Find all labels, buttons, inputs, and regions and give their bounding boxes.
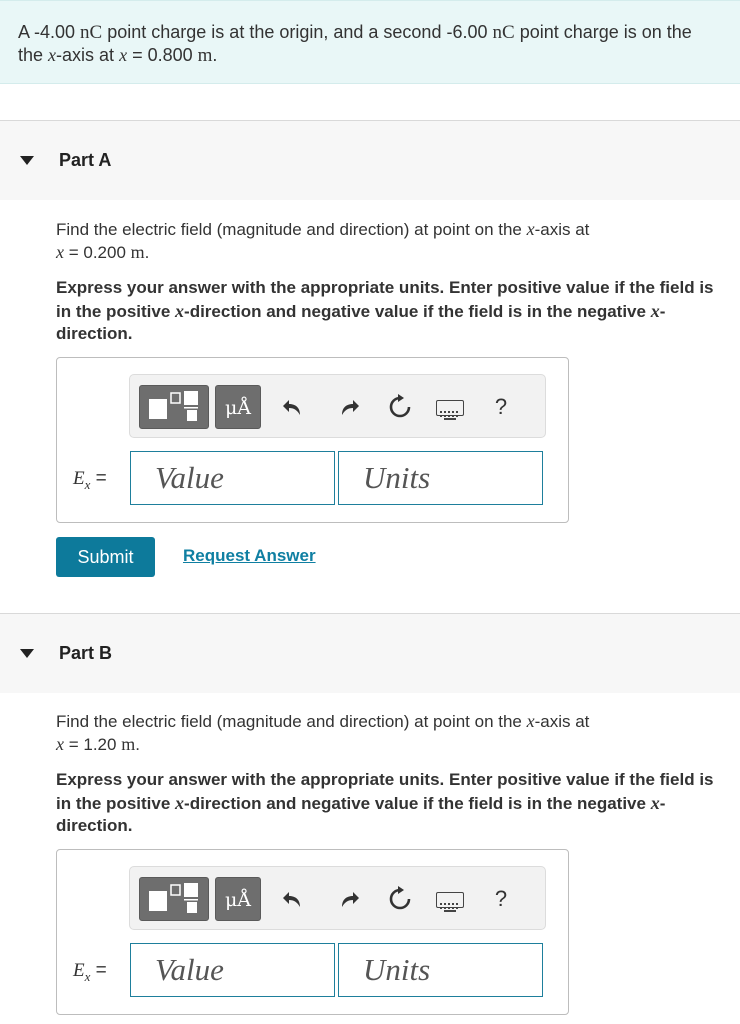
undo-icon[interactable] — [280, 885, 308, 913]
part-title: Part A — [59, 150, 112, 170]
answer-box — [56, 357, 569, 523]
help-button[interactable]: ? — [494, 394, 508, 419]
templates-button[interactable] — [139, 877, 209, 921]
submit-button[interactable]: Submit — [56, 537, 155, 577]
value-input[interactable]: Value — [130, 943, 335, 997]
problem-text: = 0.800 — [127, 45, 198, 65]
var-x: x — [48, 45, 57, 65]
undo-icon[interactable] — [280, 393, 308, 421]
units-symbol-button[interactable]: μÅ — [215, 877, 261, 921]
part-a-header[interactable] — [0, 120, 740, 200]
question-text: Find the electric field (magnitude and direction) at point on the x-axis at x = 0.200 m. — [56, 219, 590, 262]
redo-icon[interactable] — [334, 885, 362, 913]
unit-nc: nC — [492, 22, 515, 43]
math-toolbar — [129, 374, 546, 438]
templates-button[interactable] — [139, 385, 209, 429]
answer-instruction: Express your answer with the appropriate units. Enter positive value if the field is in the positive x-direction and negative value if the field is in the negative x-direction. — [56, 278, 714, 343]
math-toolbar — [129, 866, 546, 930]
keyboard-icon[interactable] — [436, 400, 464, 416]
unit-nc: nC — [80, 22, 103, 43]
value-input[interactable]: Value — [130, 451, 335, 505]
var-x: x — [119, 45, 128, 65]
problem-text: point charge is at the origin, and a second -6.00 — [102, 22, 493, 42]
ex-label: $E_x$ = — [73, 960, 107, 984]
redo-icon[interactable] — [334, 393, 362, 421]
collapse-triangle-icon[interactable] — [20, 649, 34, 658]
problem-text: A -4.00 — [18, 22, 81, 42]
reset-icon[interactable] — [386, 885, 414, 913]
units-input[interactable]: Units — [338, 943, 543, 997]
question-text: Find the electric field (magnitude and direction) at point on the x-axis at x = 1.20 m. — [56, 711, 590, 754]
answer-instruction: Express your answer with the appropriate units. Enter positive value if the field is in the positive x-direction and negative value if the field is in the negative x-direction. — [56, 770, 714, 835]
reset-icon[interactable] — [386, 393, 414, 421]
help-button[interactable]: ? — [494, 886, 508, 911]
problem-text: -axis at — [56, 45, 120, 65]
problem-text: point charge is on the — [514, 22, 692, 42]
collapse-triangle-icon[interactable] — [20, 156, 34, 165]
answer-box — [56, 849, 569, 1015]
spacer — [0, 84, 740, 120]
keyboard-icon[interactable] — [436, 892, 464, 908]
units-symbol-button[interactable]: μÅ — [215, 385, 261, 429]
part-b-header[interactable] — [0, 613, 740, 693]
request-answer-link[interactable]: Request Answer — [183, 546, 316, 565]
ex-label: $E_x$ = — [73, 468, 107, 492]
part-title: Part B — [59, 643, 113, 663]
problem-statement: A -4.00 nC point charge is at the origin, and a second -6.00 nC point charge is on the the x-axis at x = 0.800 m. — [0, 0, 740, 84]
units-input[interactable]: Units — [338, 451, 543, 505]
unit-m: m — [197, 45, 213, 66]
